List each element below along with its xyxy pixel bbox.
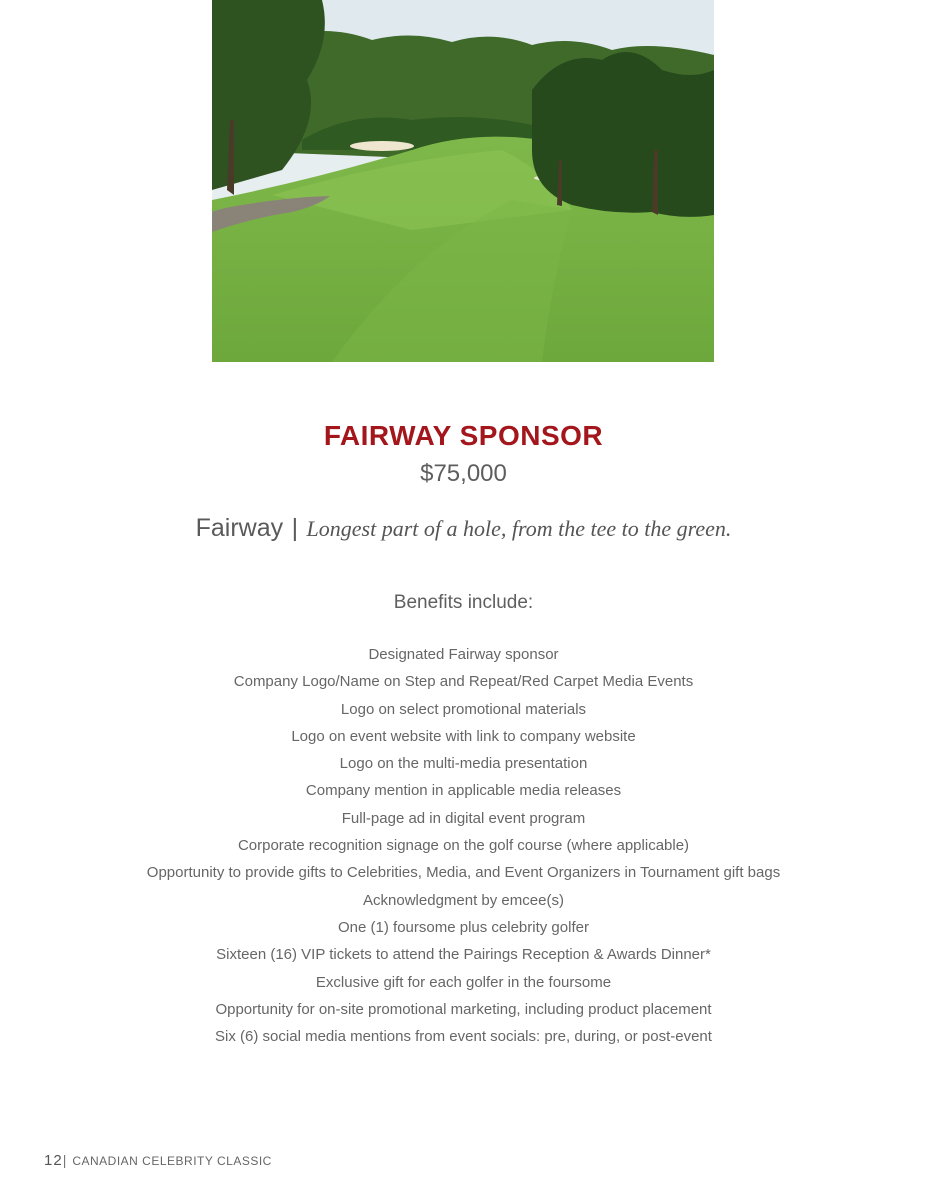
benefits-heading: Benefits include: — [393, 592, 534, 613]
benefit-item: Acknowledgment by emcee(s) — [363, 891, 564, 909]
definition-text: Longest part of a hole, from the tee to the green. — [306, 516, 732, 541]
fairway-definition — [0, 512, 927, 548]
benefit-item: Logo on select promotional materials — [340, 700, 587, 718]
footer-separator: | — [62, 1152, 67, 1168]
benefit-item: Full-page ad in digital event program — [341, 809, 586, 827]
benefit-item: Six (6) social media mentions from event socials: pre, during, or post-event — [215, 1028, 712, 1046]
benefit-item: Opportunity for on-site promotional marketing, including product placement — [215, 1000, 712, 1018]
benefit-item: Company mention in applicable media releases — [305, 782, 622, 800]
benefits-list — [0, 641, 927, 1050]
publication-name: CANADIAN CELEBRITY CLASSIC — [72, 1154, 272, 1168]
benefit-item: Sixteen (16) VIP tickets to attend the Pairings Reception & Awards Dinner* — [216, 946, 711, 964]
page-footer — [44, 1151, 272, 1170]
benefit-item: Corporate recognition signage on the golf course (where applicable) — [237, 837, 690, 855]
sponsor-title: FAIRWAY SPONSOR — [323, 420, 604, 451]
benefit-item: Exclusive gift for each golfer in the foursome — [315, 973, 612, 991]
benefit-item: Logo on event website with link to company website — [291, 727, 636, 745]
page-number: 12 — [44, 1152, 63, 1169]
definition-separator: | — [291, 514, 299, 542]
benefit-item: Logo on the multi-media presentation — [339, 755, 588, 773]
definition-term: Fairway — [195, 514, 284, 542]
sponsor-price: $75,000 — [420, 460, 507, 487]
benefit-item: Company Logo/Name on Step and Repeat/Red Carpet Media Events — [233, 673, 694, 691]
benefit-item: One (1) foursome plus celebrity golfer — [338, 918, 589, 936]
golf-course-photo — [212, 0, 714, 362]
benefit-item: Opportunity to provide gifts to Celebrities, Media, and Event Organizers in Tournament gift bags — [146, 864, 781, 882]
benefit-item: Designated Fairway sponsor — [368, 646, 559, 663]
